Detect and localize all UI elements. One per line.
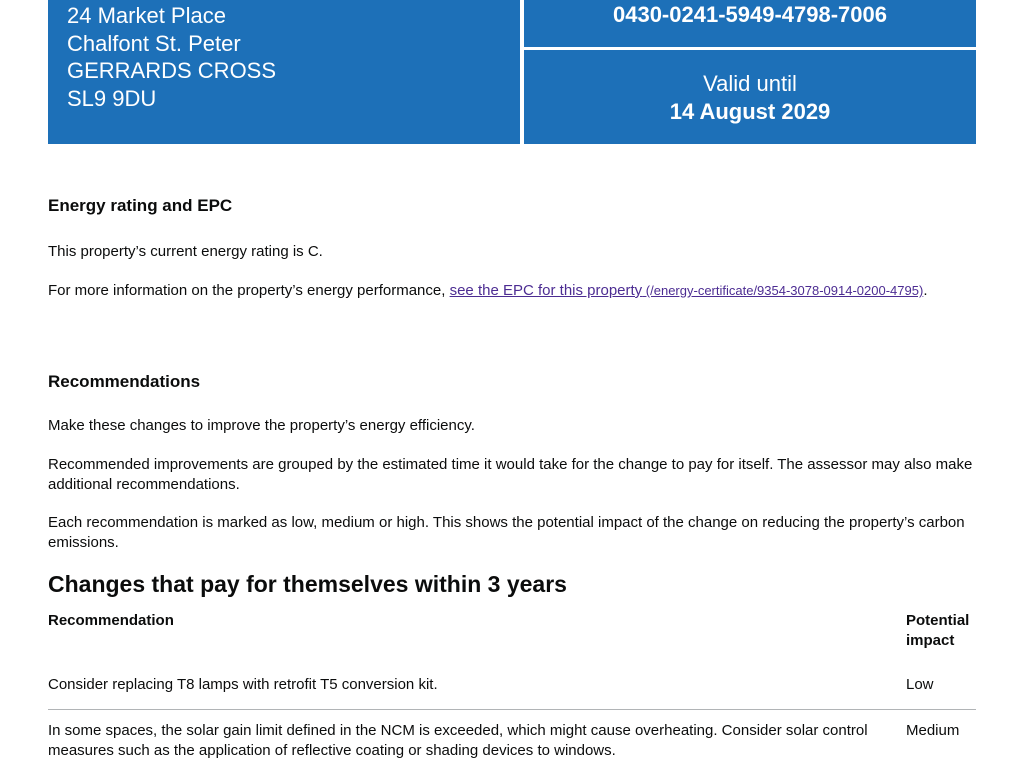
more-info-prefix: For more information on the property’s energy performance, <box>48 282 450 299</box>
address-line-3: GERRARDS CROSS <box>67 58 277 83</box>
recommendations-heading: Recommendations <box>48 372 201 391</box>
column-header-impact-line1: Potential <box>906 612 970 629</box>
energy-rating-heading: Energy rating and EPC <box>48 196 233 215</box>
row-recommendation: In some spaces, the solar gain limit defined in the NCM is exceeded, which might cause overheating. Consider solar control measures such as the application of reflective coating or shading devices to windows. <box>48 722 868 759</box>
more-info-suffix: . <box>923 282 928 299</box>
more-info-paragraph <box>48 281 978 301</box>
epc-link-text: see the EPC for this property <box>449 282 643 299</box>
epc-link[interactable] <box>450 282 924 299</box>
address-line-4: SL9 9DU <box>67 85 157 111</box>
address-line-1: 24 Market Place <box>67 3 226 28</box>
valid-until-date: 14 August 2029 <box>669 99 831 124</box>
column-header-potential-impact <box>906 611 969 650</box>
row-divider <box>48 709 976 710</box>
changes-section-heading: Changes that pay for themselves within 3 years <box>48 571 567 597</box>
current-rating-text: This property’s current energy rating is C. <box>48 243 323 260</box>
recommendations-impact-text: Each recommendation is marked as low, medium or high. This shows the potential impact of the change on reducing the property’s carbon emissions. <box>48 514 965 551</box>
row-impact: Low <box>906 676 934 693</box>
address-line-2: Chalfont St. Peter <box>67 30 241 56</box>
recommendations-grouping-text: Recommended improvements are grouped by the estimated time it would take for the change to pay for itself. The assessor may also make additional recommendations. <box>48 456 973 493</box>
certificate-number-panel <box>524 0 976 47</box>
recommendations-intro: Make these changes to improve the property’s energy efficiency. <box>48 417 475 434</box>
column-header-impact-line2: impact <box>906 631 955 649</box>
certificate-number: 0430-0241-5949-4798-7006 <box>612 2 887 27</box>
row-recommendation: Consider replacing T8 lamps with retrofit T5 conversion kit. <box>48 676 438 693</box>
row-impact: Medium <box>906 722 960 739</box>
epc-link-href: (/energy-certificate/9354-3078-0914-0200-4795) <box>642 283 924 298</box>
address-panel <box>48 0 520 144</box>
valid-until-panel <box>524 50 976 144</box>
property-address <box>67 2 276 112</box>
valid-until-label: Valid until <box>703 71 797 96</box>
column-header-recommendation: Recommendation <box>48 612 174 629</box>
